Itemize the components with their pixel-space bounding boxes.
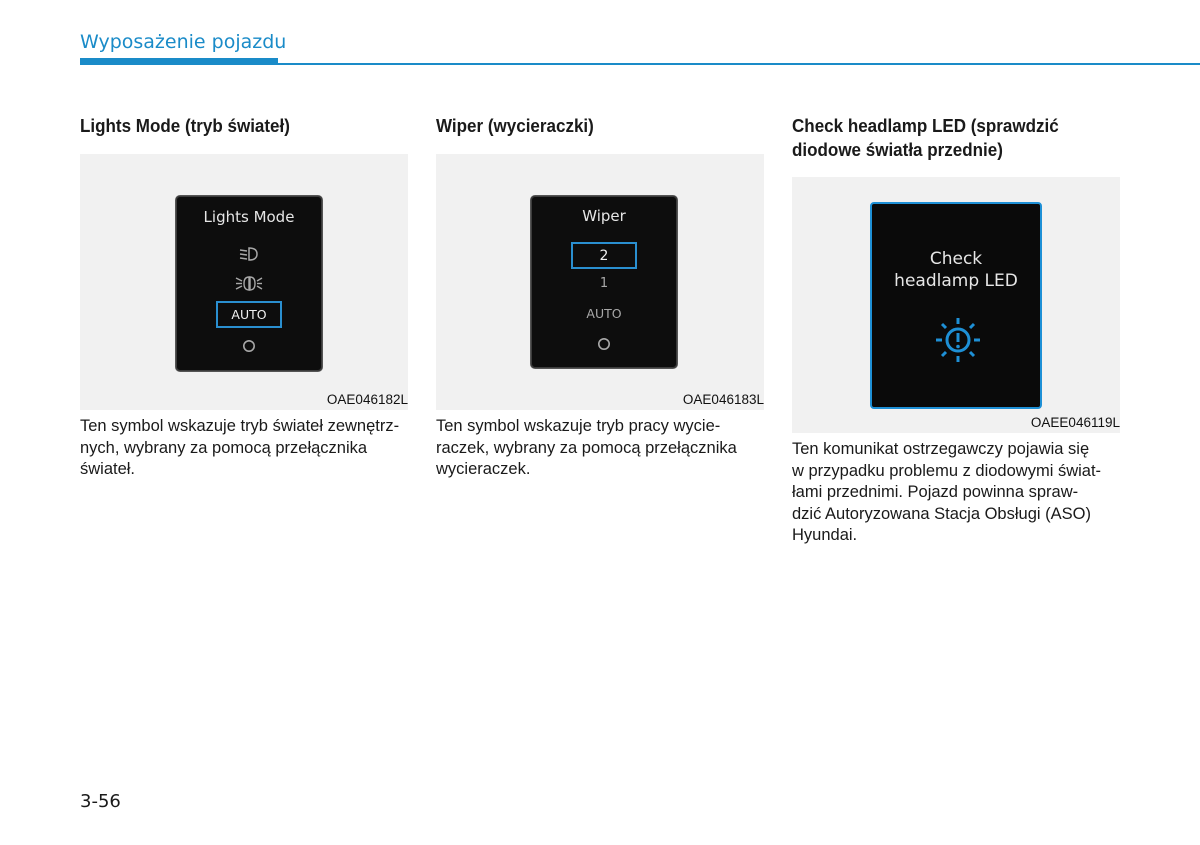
screen-title: Lights Mode xyxy=(203,208,295,226)
headlamp-led-warning-icon xyxy=(932,316,984,366)
figure-check-headlamp xyxy=(792,177,1120,433)
figure-code: OAE046182L xyxy=(326,392,408,407)
selected-wiper-mode: 2 xyxy=(571,242,637,269)
warning-screen xyxy=(870,202,1042,409)
body-text: Ten komunikat ostrzegawczy pojawia się w przypadku problemu z diodowymi świat- łami przednimi. Pojazd powinna spraw- dzić Autoryzowana Stacja Obsługi (ASO) Hyundai. xyxy=(792,440,1102,544)
body-text: Ten symbol wskazuje tryb pracy wycie- raczek, wybrany za pomocą przełącznika wycieraczek. xyxy=(436,417,737,478)
column-heading: Lights Mode (tryb świateł) xyxy=(80,115,290,136)
column-wiper xyxy=(436,114,764,481)
off-circle-icon xyxy=(242,339,256,353)
figure-wiper xyxy=(436,154,764,410)
figure-code: OAE046183L xyxy=(682,392,764,407)
figure-lights-mode xyxy=(80,154,408,410)
screen-title: Wiper xyxy=(582,207,626,225)
body-text: Ten symbol wskazuje tryb świateł zewnętrz- nych, wybrany za pomocą przełącznika świateł. xyxy=(80,417,400,478)
headlamp-low-beam-icon xyxy=(238,246,260,262)
header-rule xyxy=(80,63,1200,65)
column-heading: Check headlamp LED (sprawdzić diodowe światła przednie) xyxy=(792,115,1059,160)
wiper-option: 1 xyxy=(599,276,609,291)
position-lamp-icon xyxy=(235,275,263,292)
column-check-headlamp xyxy=(792,114,1120,547)
lcd-screen xyxy=(531,196,677,368)
warning-message: Check headlamp LED xyxy=(894,249,1018,291)
off-circle-icon xyxy=(597,337,611,351)
section-title: Wyposażenie pojazdu xyxy=(80,31,287,53)
page-number: 3-56 xyxy=(80,791,121,812)
column-lights-mode xyxy=(80,114,408,481)
selected-mode: AUTO xyxy=(216,301,282,328)
column-heading: Wiper (wycieraczki) xyxy=(436,115,594,136)
figure-code: OAEE046119L xyxy=(1030,415,1120,430)
lcd-screen xyxy=(176,196,322,371)
wiper-option: AUTO xyxy=(586,306,622,321)
